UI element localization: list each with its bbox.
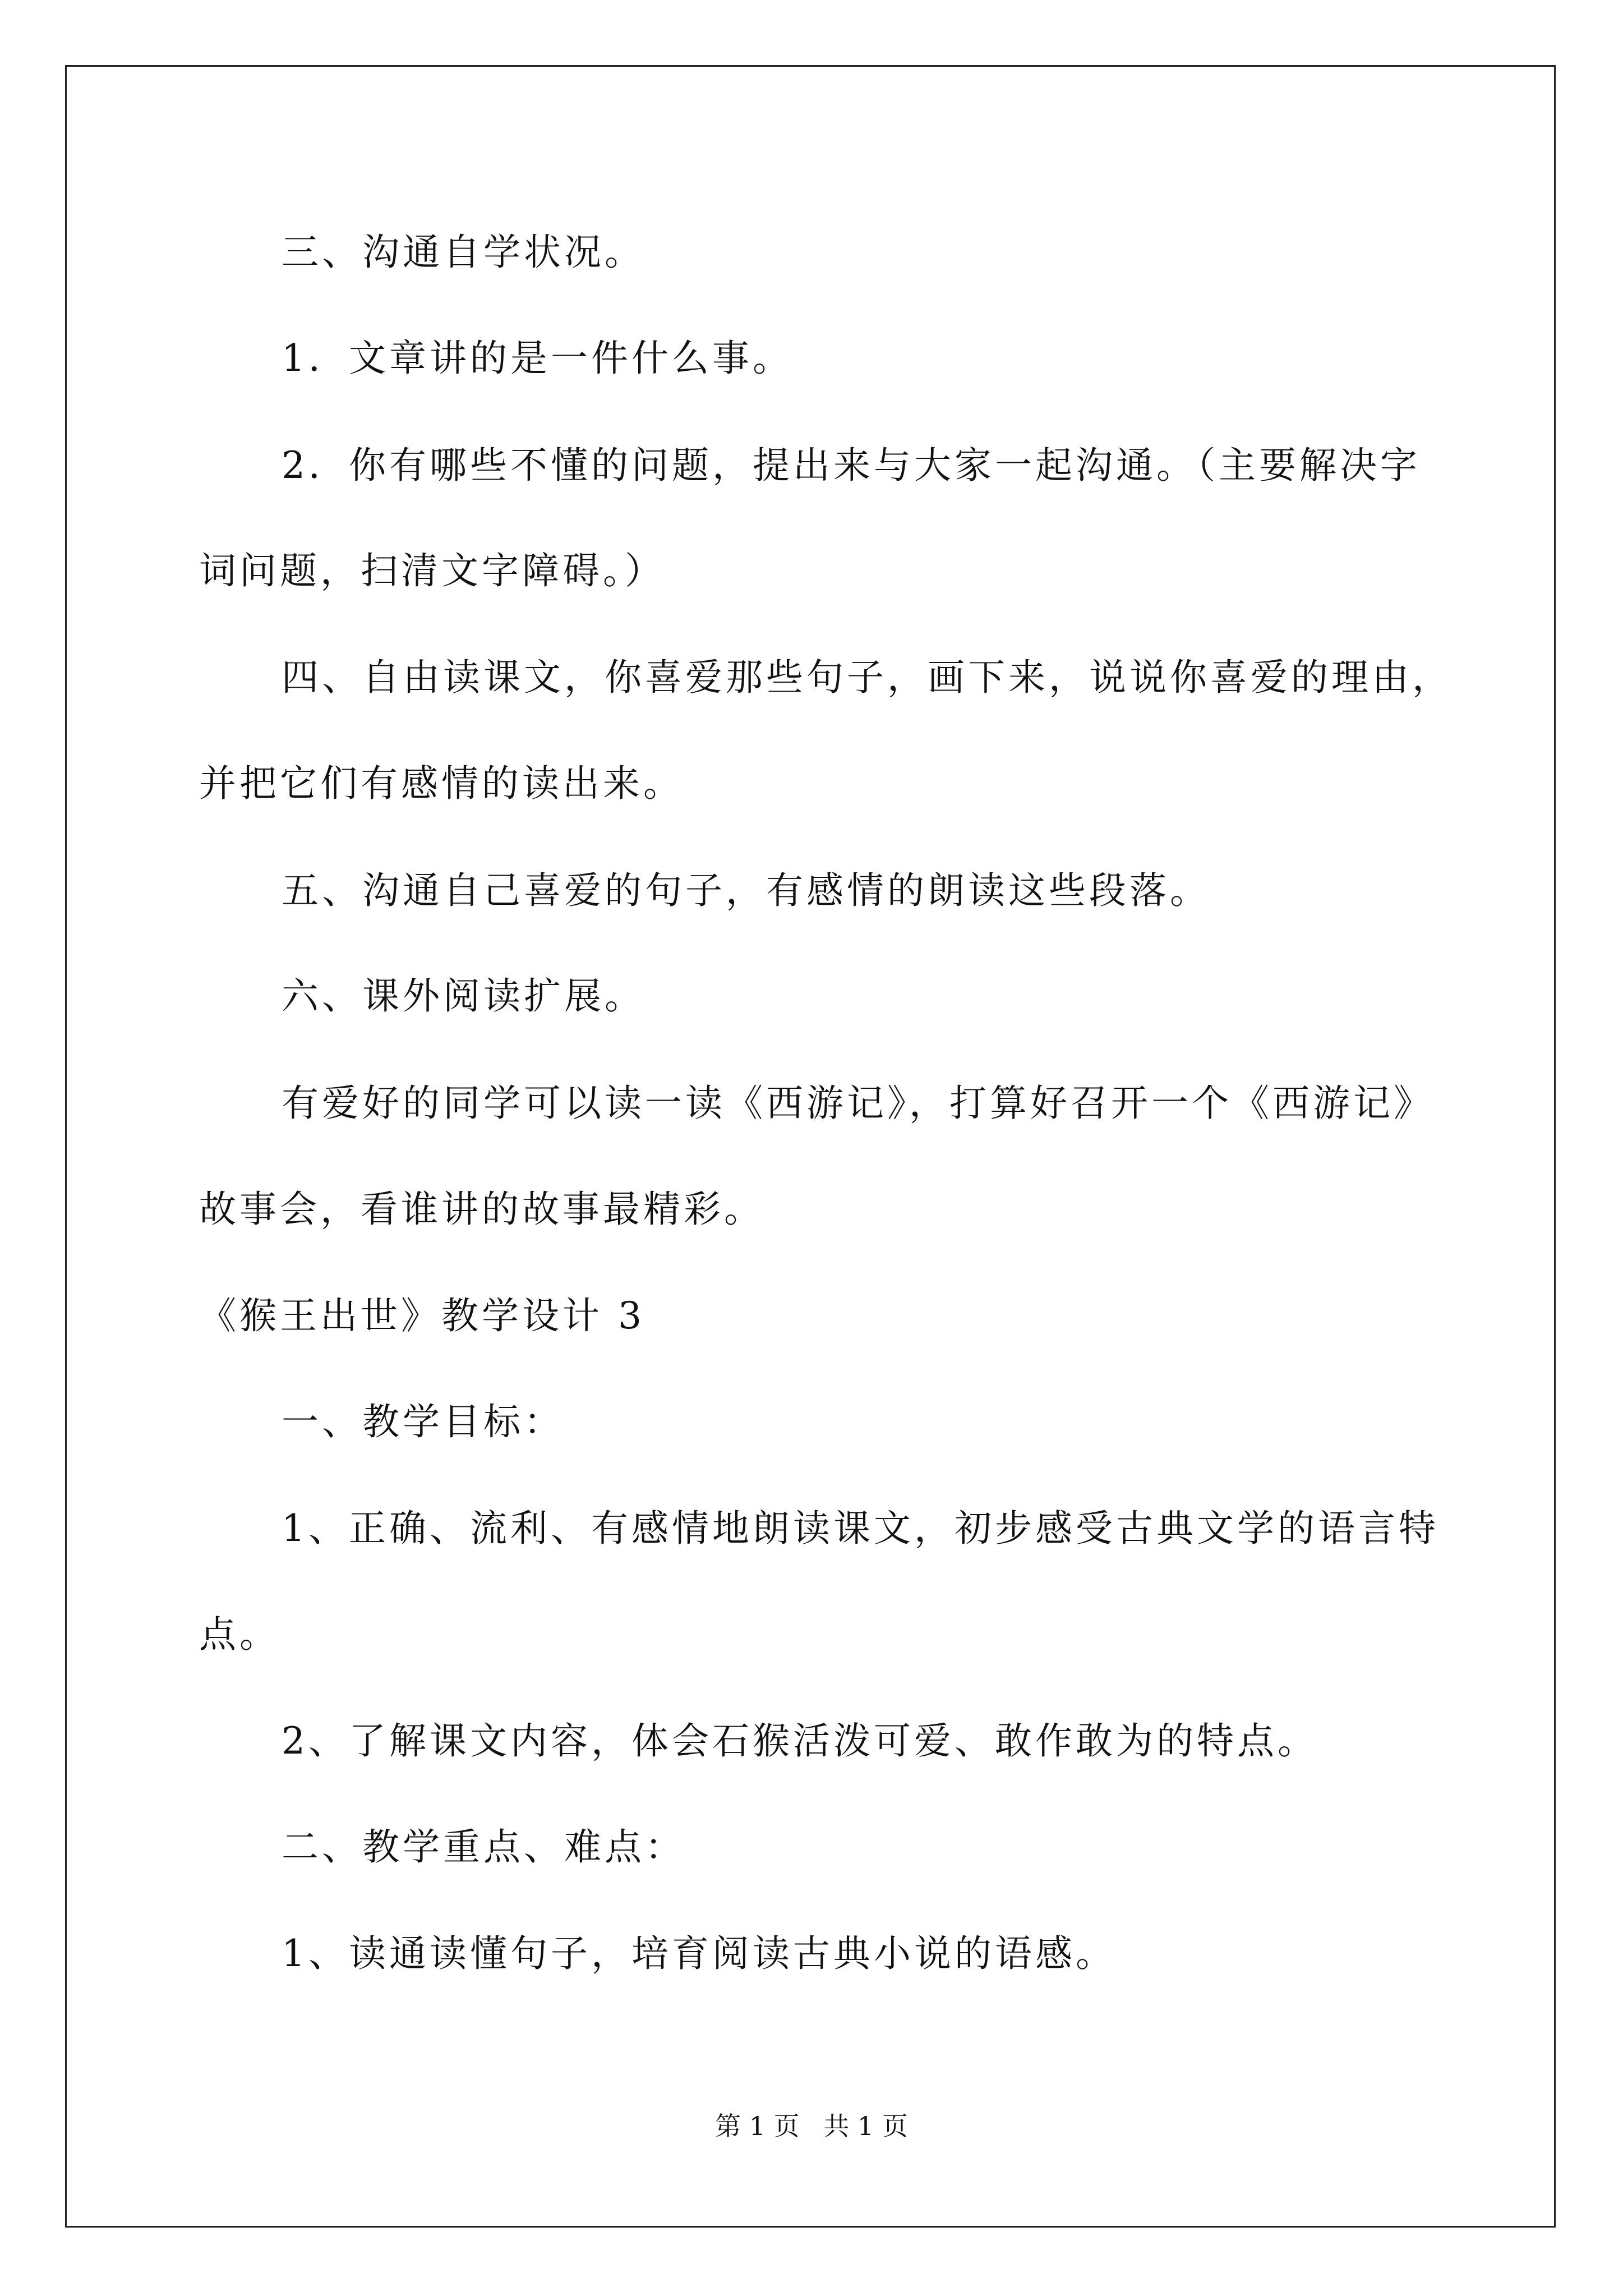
- paragraph-line: 二、教学重点、难点：: [282, 1825, 685, 1869]
- paragraph-line: 1．文章讲的是一件什么事。: [282, 337, 793, 380]
- paragraph-line: 并把它们有感情的读出来。: [199, 762, 684, 805]
- paragraph-line: 2．你有哪些不懂的问题，提出来与大家一起沟通。（主要解决字: [282, 444, 1421, 487]
- paragraph-line: 三、沟通自学状况。: [282, 231, 645, 274]
- paragraph-line: 故事会，看谁讲的故事最精彩。: [199, 1188, 764, 1231]
- page-footer: [0, 2109, 1623, 2143]
- paragraph-line: 词问题，扫清文字障碍。）: [199, 549, 665, 592]
- paragraph-line: 四、自由读课文，你喜爱那些句子，画下来，说说你喜爱的理由，: [282, 656, 1453, 699]
- page-frame: [65, 65, 1556, 2228]
- paragraph-line: 五、沟通自己喜爱的句子，有感情的朗读这些段落。: [282, 869, 1210, 912]
- paragraph-line: 有爱好的同学可以读一读《西游记》，打算好召开一个《西游记》: [282, 1082, 1434, 1125]
- paragraph-line: 一、教学目标：: [282, 1400, 564, 1443]
- page-number: 第 1 页: [715, 2111, 800, 2141]
- paragraph-line: 1、正确、流利、有感情地朗读课文，初步感受古典文学的语言特: [282, 1507, 1439, 1550]
- paragraph-line: 2、了解课文内容，体会石猴活泼可爱、敢作敢为的特点。: [282, 1719, 1318, 1763]
- paragraph-line: 六、课外阅读扩展。: [282, 974, 645, 1018]
- paragraph-line: 1、读通读懂句子，培育阅读古典小说的语感。: [282, 1932, 1116, 1975]
- section-heading: 《猴王出世》教学设计 3: [199, 1294, 645, 1337]
- page-total: 共 1 页: [823, 2111, 908, 2141]
- paragraph-line: 点。: [199, 1613, 280, 1656]
